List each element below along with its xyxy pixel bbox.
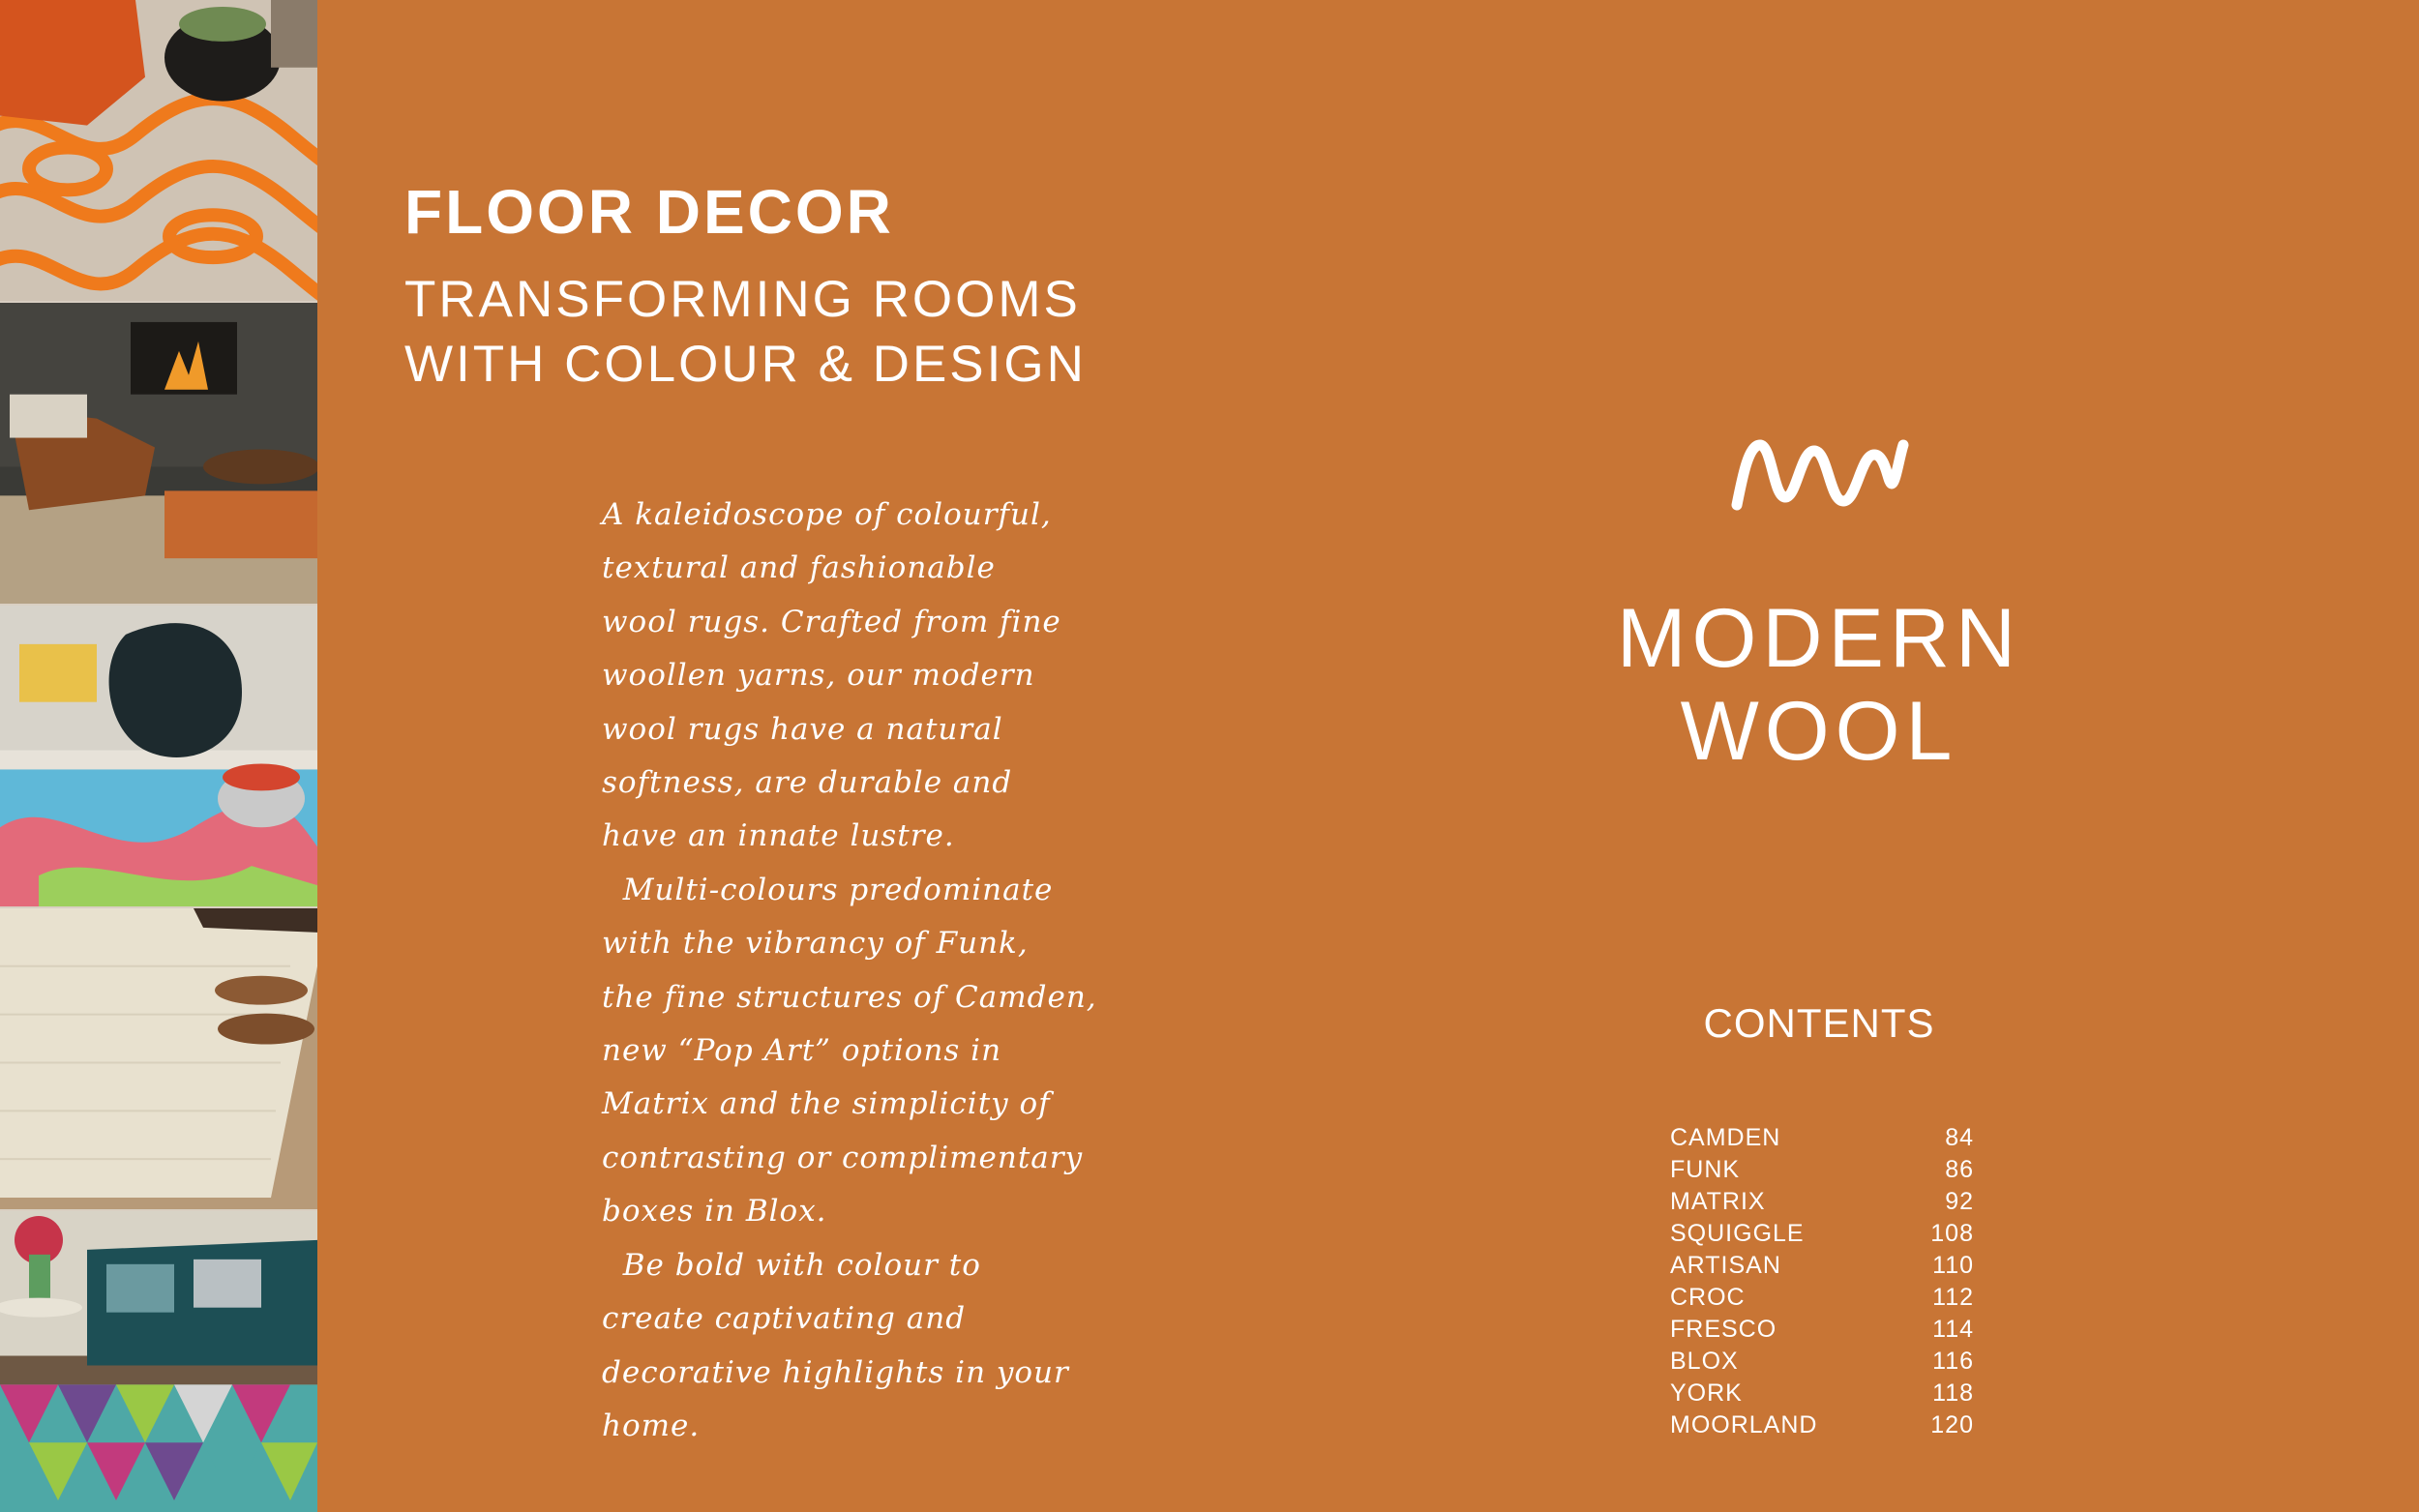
contents-item-page: 112 xyxy=(1932,1284,1974,1311)
contents-item-page: 118 xyxy=(1932,1379,1974,1407)
contents-item[interactable] xyxy=(1670,1282,1974,1314)
contents-list xyxy=(1670,1122,1974,1441)
photo-fireplace-living-room xyxy=(0,301,317,604)
intro-line: contrasting or complimentary xyxy=(602,1140,1084,1175)
photo-cream-rug-shoes xyxy=(0,906,317,1209)
intro-line: decorative highlights in your xyxy=(602,1354,1069,1390)
contents-item-name: CAMDEN xyxy=(1670,1124,1781,1151)
intro-line: new “Pop Art” options in xyxy=(602,1033,1002,1069)
intro-line: the fine structures of Camden, xyxy=(602,979,1097,1015)
contents-item-name: ARTISAN xyxy=(1670,1252,1781,1279)
contents-item-name: MATRIX xyxy=(1670,1188,1766,1215)
contents-item-name: FRESCO xyxy=(1670,1316,1777,1343)
intro-line: textural and fashionable xyxy=(602,550,996,586)
intro-line: A kaleidoscope of colourful, xyxy=(602,497,1052,532)
contents-item[interactable] xyxy=(1670,1314,1974,1346)
contents-item-page: 120 xyxy=(1930,1411,1974,1438)
subtitle-line: TRANSFORMING ROOMS xyxy=(404,271,1081,328)
contents-item-name: MOORLAND xyxy=(1670,1411,1818,1438)
contents-heading: CONTENTS xyxy=(1703,1000,1935,1046)
subtitle-line: WITH COLOUR & DESIGN xyxy=(404,336,1087,393)
photo-teal-sofa-flowers xyxy=(0,1209,317,1512)
contents-item-page: 114 xyxy=(1932,1316,1974,1343)
page-subtitle xyxy=(404,267,1087,397)
intro-line: home. xyxy=(602,1408,701,1443)
contents-item-page: 108 xyxy=(1930,1220,1974,1247)
wave-logo-icon xyxy=(1729,437,1909,515)
intro-line: boxes in Blox. xyxy=(602,1194,827,1230)
intro-line: Be bold with colour to xyxy=(602,1247,981,1283)
intro-text xyxy=(602,489,1144,1453)
intro-line: create captivating and xyxy=(602,1301,967,1337)
contents-item-page: 110 xyxy=(1932,1252,1974,1279)
photo-orange-swirl-rug xyxy=(0,0,317,301)
intro-line: woollen yarns, our modern xyxy=(602,658,1035,694)
photo-strip xyxy=(0,0,317,1512)
intro-line: softness, are durable and xyxy=(602,765,1013,801)
contents-item[interactable] xyxy=(1670,1154,1974,1186)
page-title: FLOOR DECOR xyxy=(404,177,894,247)
contents-item[interactable] xyxy=(1670,1250,1974,1282)
intro-line: wool rugs have a natural xyxy=(602,711,1003,747)
contents-item-name: YORK xyxy=(1670,1379,1743,1407)
contents-item-name: SQUIGGLE xyxy=(1670,1220,1805,1247)
intro-line: wool rugs. Crafted from fine xyxy=(602,604,1061,639)
brand-line: MODERN xyxy=(1616,592,2022,685)
contents-item-name: FUNK xyxy=(1670,1156,1741,1183)
intro-line: Multi-colours predominate xyxy=(602,872,1054,907)
contents-item-page: 116 xyxy=(1932,1348,1974,1375)
contents-item[interactable] xyxy=(1670,1346,1974,1378)
contents-item[interactable] xyxy=(1670,1122,1974,1154)
brand-line: WOOL xyxy=(1680,685,1958,778)
contents-item[interactable] xyxy=(1670,1218,1974,1250)
intro-line: Matrix and the simplicity of xyxy=(602,1086,1051,1122)
contents-item-page: 92 xyxy=(1945,1188,1974,1215)
contents-item-name: BLOX xyxy=(1670,1348,1739,1375)
contents-item[interactable] xyxy=(1670,1378,1974,1409)
brand-name xyxy=(1529,592,2109,778)
photo-egg-chair-colourful-rug xyxy=(0,604,317,906)
contents-item-name: CROC xyxy=(1670,1284,1746,1311)
intro-line: have an innate lustre. xyxy=(602,818,955,854)
contents-item-page: 86 xyxy=(1945,1156,1974,1183)
contents-item[interactable] xyxy=(1670,1186,1974,1218)
intro-line: with the vibrancy of Funk, xyxy=(602,926,1029,962)
contents-item[interactable] xyxy=(1670,1409,1974,1441)
contents-item-page: 84 xyxy=(1945,1124,1974,1151)
